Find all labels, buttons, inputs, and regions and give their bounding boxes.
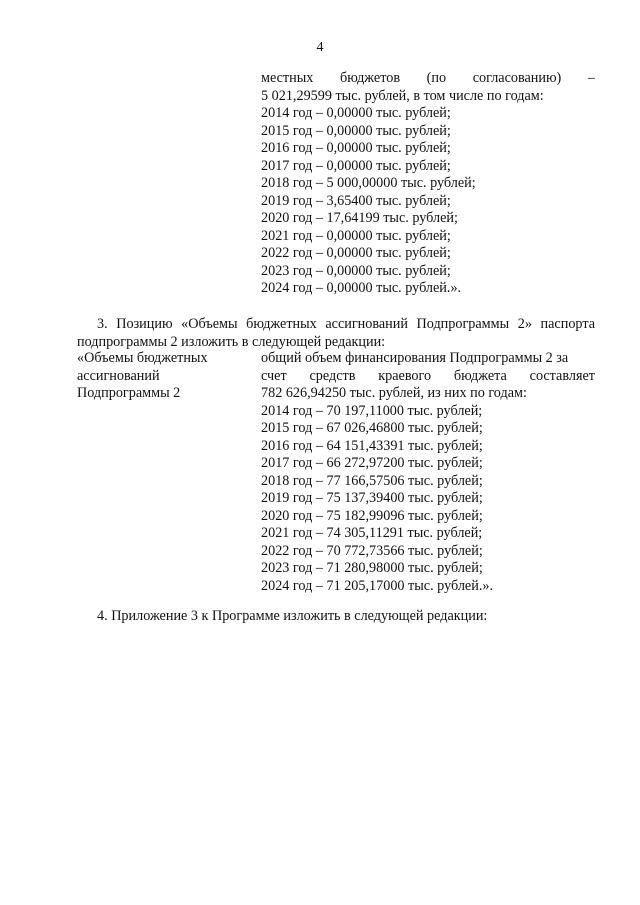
- year-line: 2014 год – 0,00000 тыс. рублей;: [261, 105, 451, 121]
- word: (по: [426, 70, 447, 86]
- year-line: 2021 год – 0,00000 тыс. рублей;: [261, 227, 451, 244]
- word: бюджета: [453, 367, 507, 384]
- subprogram-2-label: [77, 350, 252, 403]
- label-line: «Объемы бюджетных: [77, 350, 208, 366]
- word: ассигнований: [325, 316, 408, 332]
- financing-total: 782 626,94250 тыс. рублей, из них по годам:: [261, 385, 527, 401]
- year-line: 2018 год – 77 166,57506 тыс. рублей;: [261, 472, 483, 489]
- label-line: Подпрограммы 2: [77, 385, 181, 401]
- year-line: 2020 год – 75 182,99096 тыс. рублей;: [261, 507, 483, 524]
- item-3-paragraph: [77, 316, 595, 351]
- year-line: 2020 год – 17,64199 тыс. рублей;: [261, 210, 458, 226]
- year-line: 2018 год – 5 000,00000 тыс. рублей;: [261, 175, 476, 191]
- word: 2»: [517, 316, 532, 332]
- word: «Объемы: [181, 316, 238, 332]
- word: Подпрограммы: [416, 316, 510, 332]
- word: средств: [309, 367, 356, 384]
- local-budgets-heading-line: [261, 70, 595, 88]
- year-line: 2017 год – 66 272,97200 тыс. рублей;: [261, 455, 483, 471]
- page-number: 4: [316, 40, 324, 55]
- financing-line-2: [261, 368, 595, 386]
- year-line: 2015 год – 67 026,46800 тыс. рублей;: [261, 420, 483, 436]
- word: бюджетных: [246, 316, 317, 332]
- year-line: 2024 год – 71 205,17000 тыс. рублей.».: [261, 577, 494, 594]
- word: бюджетов: [339, 70, 401, 86]
- year-line: 2022 год – 70 772,73566 тыс. рублей;: [261, 542, 483, 559]
- year-line: 2014 год – 70 197,11000 тыс. рублей;: [261, 402, 483, 419]
- word: –: [587, 70, 595, 86]
- year-line: 2023 год – 71 280,98000 тыс. рублей;: [261, 560, 483, 576]
- word: местных: [261, 70, 314, 86]
- word: счет: [261, 367, 287, 384]
- item-4-paragraph: [97, 608, 597, 626]
- word: 3.: [97, 316, 108, 332]
- word: паспорта: [540, 316, 595, 332]
- label-line: ассигнований: [77, 367, 160, 384]
- financing-line-1: общий объем финансирования Подпрограммы 2 за: [261, 350, 569, 366]
- word: составляет: [529, 367, 595, 384]
- local-budgets-block: [261, 70, 595, 298]
- year-line: 2024 год – 0,00000 тыс. рублей.».: [261, 280, 462, 296]
- year-line: 2021 год – 74 305,11291 тыс. рублей;: [261, 525, 483, 541]
- local-budgets-total: 5 021,29599 тыс. рублей, в том числе по годам:: [261, 87, 544, 104]
- item-4-text: 4. Приложение 3 к Программе изложить в следующей редакции:: [97, 608, 488, 624]
- year-line: 2023 год – 0,00000 тыс. рублей;: [261, 262, 451, 279]
- year-line: 2015 год – 0,00000 тыс. рублей;: [261, 122, 451, 139]
- year-line: 2017 год – 0,00000 тыс. рублей;: [261, 157, 451, 174]
- item-3-line-2: подпрограммы 2 изложить в следующей редакции:: [77, 333, 386, 350]
- year-line: 2019 год – 75 137,39400 тыс. рублей;: [261, 490, 483, 506]
- word: краевого: [378, 367, 432, 384]
- year-line: 2019 год – 3,65400 тыс. рублей;: [261, 192, 451, 209]
- year-line: 2016 год – 64 151,43391 тыс. рублей;: [261, 437, 483, 454]
- item-3-line-1: [77, 316, 595, 334]
- word: согласованию): [472, 70, 562, 86]
- subprogram-2-financing: [261, 350, 595, 595]
- year-line: 2016 год – 0,00000 тыс. рублей;: [261, 140, 451, 156]
- year-line: 2022 год – 0,00000 тыс. рублей;: [261, 245, 451, 261]
- word: Позицию: [116, 316, 173, 332]
